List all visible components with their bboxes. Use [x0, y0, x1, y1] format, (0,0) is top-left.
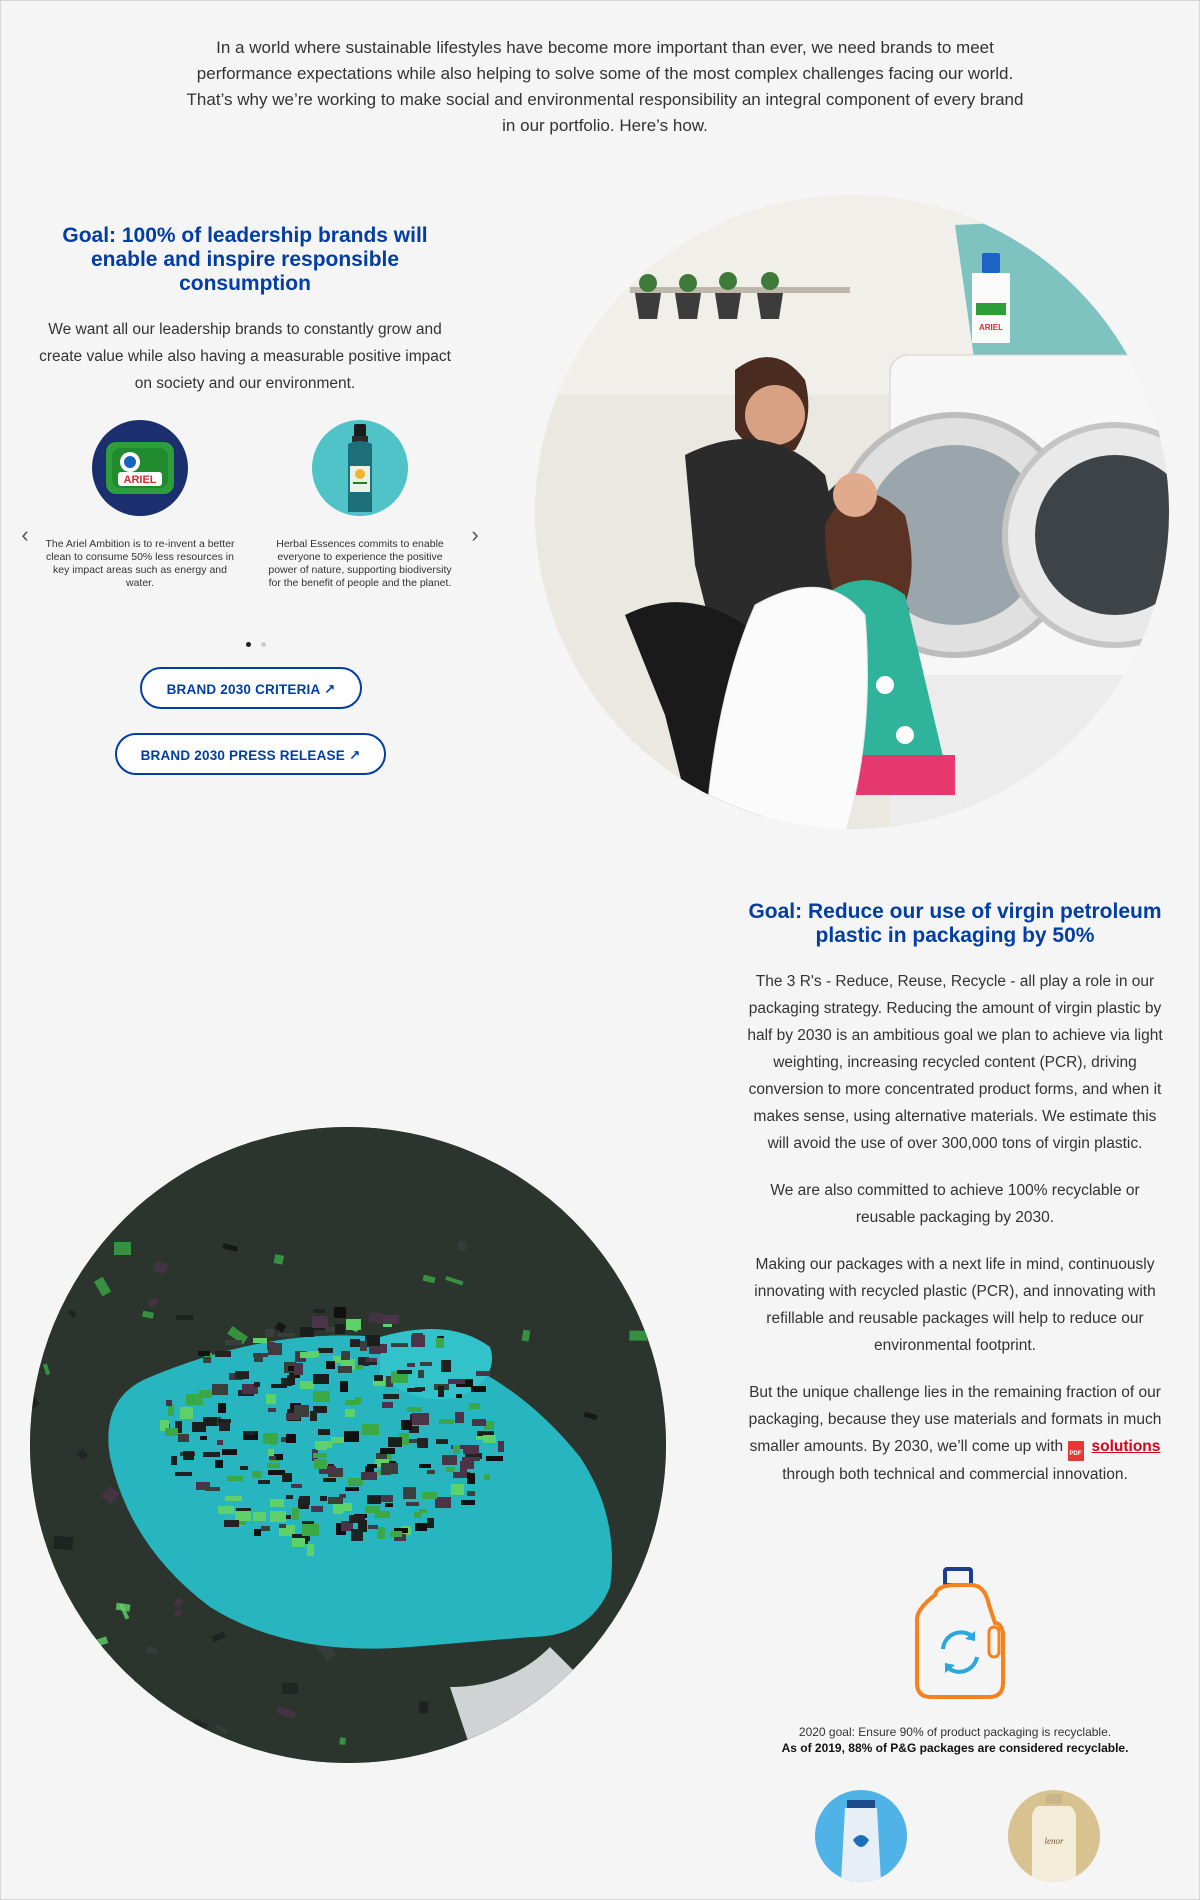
- plastic-flake: [282, 1473, 292, 1482]
- stat-progress-line: As of 2019, 88% of P&G packages are considered recyclable.: [781, 1741, 1129, 1755]
- intro-paragraph: In a world where sustainable lifestyles have become more important than ever, we need brands to meet performance expectations while also helping to solve some of the most complex challenges facing our world. That’s why we’re working to make social and environmental responsibility an integral component of every brand in our portfolio. Here’s how.: [186, 38, 1024, 135]
- plastic-flake: [235, 1371, 249, 1379]
- plastic-flake: [375, 1511, 390, 1518]
- recyclable-bottle-icon: [913, 1567, 1013, 1702]
- plastic-flake: [261, 1526, 270, 1531]
- plastic-flake: [328, 1497, 343, 1504]
- plastic-flake: [419, 1509, 427, 1513]
- plastic-flake: [278, 1333, 295, 1337]
- plastic-flake: [403, 1487, 416, 1499]
- goal2-paragraph-2: We are also committed to achieve 100% recyclable or reusable packaging by 2030.: [770, 1182, 1140, 1226]
- plastic-flake: [420, 1362, 432, 1366]
- goal2-paragraph-4-start: But the unique challenge lies in the remaining fraction of our packaging, because they use materials and formats in much smaller amounts. By 2030, we’ll come up with: [748, 1384, 1162, 1455]
- plastic-flake: [292, 1538, 305, 1547]
- plastic-flake: [203, 1357, 211, 1363]
- carousel-prev-arrow-icon[interactable]: ‹: [21, 522, 29, 547]
- head-shoulders-bottle-image: [815, 1790, 907, 1882]
- plastic-flake: [381, 1463, 398, 1474]
- plastic-flake: [313, 1374, 329, 1384]
- plastic-flake: [356, 1365, 363, 1369]
- plastic-flake: [412, 1413, 429, 1425]
- plastic-flake: [171, 1456, 177, 1465]
- plastic-flake: [467, 1473, 475, 1484]
- plastic-flake: [254, 1382, 260, 1387]
- goal2-paragraph-4-end: through both technical and commercial innovation.: [782, 1466, 1128, 1483]
- plastic-flake: [484, 1474, 490, 1480]
- plastic-flake: [334, 1307, 346, 1318]
- plastic-flake: [362, 1424, 379, 1435]
- plastic-flake: [391, 1343, 408, 1347]
- plastic-flake: [176, 1315, 193, 1320]
- plastic-flake: [314, 1309, 325, 1313]
- goal2-title: Goal: Reduce our use of virgin petroleum plastic in packaging by 50%: [748, 900, 1162, 947]
- carousel-dot-2[interactable]: [261, 642, 266, 647]
- goal2-section: [745, 900, 1165, 1488]
- plastic-flake: [282, 1683, 298, 1694]
- plastic-flake: [341, 1351, 350, 1360]
- plastic-flake: [377, 1527, 385, 1539]
- plastic-flake: [456, 1394, 462, 1398]
- plastic-flake: [268, 1408, 276, 1412]
- plastic-flake: [300, 1327, 314, 1337]
- plastic-flake: [178, 1434, 189, 1442]
- laundry-photo: [535, 195, 1169, 829]
- goal1-body: We want all our leadership brands to constantly grow and create value while also having a measurable positive impact on society and our environment.: [39, 321, 451, 392]
- plastic-flake: [350, 1339, 360, 1347]
- plastic-flake: [267, 1463, 280, 1468]
- plastic-flake: [287, 1375, 295, 1385]
- plastic-flake: [166, 1400, 172, 1406]
- plastic-flake: [367, 1495, 381, 1504]
- plastic-flake: [258, 1480, 270, 1484]
- plastic-flake: [427, 1470, 435, 1474]
- plastic-flake: [461, 1500, 475, 1505]
- plastic-flake: [476, 1371, 490, 1376]
- plastic-flake: [313, 1391, 330, 1402]
- goal2-paragraph-4: [745, 1379, 1165, 1488]
- plastic-flake: [335, 1324, 345, 1334]
- plastic-flake: [418, 1370, 424, 1378]
- plastic-flake: [291, 1484, 302, 1488]
- goal2-paragraph-1: The 3 R's - Reduce, Reuse, Recycle - all play a role in our packaging strategy. Reducing the amount of virgin plastic by half by 2030 is an ambitious goal we plan to achieve via light weighting, increasing recycled content (PCR), driving conversion to more concentrated product forms, and when it makes sense, using alternative materials. We estimate this will avoid the use of over 300,000 tons of virgin plastic.: [747, 973, 1163, 1152]
- plastic-flake: [254, 1354, 263, 1362]
- herbal-essences-bottle-image: [312, 420, 408, 516]
- plastic-flake: [346, 1319, 361, 1330]
- lenor-bottle-image: [1008, 1790, 1100, 1882]
- plastic-flake: [312, 1316, 328, 1328]
- plastic-flake: [388, 1437, 402, 1447]
- plastic-flake: [331, 1437, 344, 1443]
- plastic-flake: [344, 1431, 359, 1442]
- carousel-next-arrow-icon[interactable]: ›: [471, 522, 479, 547]
- plastic-flake: [288, 1366, 294, 1371]
- plastic-flake: [339, 1737, 346, 1744]
- goal1-title: Goal: 100% of leadership brands will enable and inspire responsible consumption: [62, 224, 428, 295]
- plastic-flake: [183, 1451, 194, 1460]
- plastic-flake: [294, 1363, 303, 1375]
- slide-caption-ariel: The Ariel Ambition is to re-invent a better clean to consume 50% less resources in key impact areas such as energy and water.: [45, 538, 235, 589]
- plastic-flake: [218, 1506, 234, 1514]
- slide-caption-herbal-essences: Herbal Essences commits to enable everyone to experience the positive power of nature, supporting biodiversity for the benefit of people and the planet.: [268, 538, 452, 589]
- goal1-section: [30, 224, 460, 397]
- plastic-flake: [53, 1536, 73, 1551]
- plastic-flake: [318, 1429, 330, 1435]
- plastic-flake: [274, 1254, 285, 1265]
- plastic-flake: [218, 1403, 226, 1413]
- plastic-flake: [438, 1386, 444, 1397]
- ariel-pod-image: [92, 420, 188, 516]
- goal2-paragraph-3: Making our packages with a next life in mind, continuously innovating with recycled plastic (PCR), and innovating with refillable and reusable packages will help to reduce our environmental footprint.: [754, 1256, 1156, 1354]
- plastic-flake: [212, 1384, 228, 1395]
- plastic-flake: [224, 1520, 239, 1527]
- plastic-flake: [225, 1496, 242, 1501]
- plastic-flake: [446, 1467, 455, 1472]
- plastic-flake: [266, 1394, 276, 1404]
- plastic-flake: [318, 1348, 333, 1353]
- plastic-flake: [374, 1375, 383, 1381]
- plastic-flake: [448, 1379, 465, 1384]
- plastic-flake: [311, 1506, 323, 1512]
- plastic-flake: [407, 1363, 415, 1367]
- plastic-flake: [367, 1464, 377, 1468]
- plastic-flake: [369, 1346, 381, 1354]
- plastic-flake: [483, 1435, 496, 1443]
- plastic-flake: [453, 1445, 460, 1454]
- ariel-badge-text: ARIEL: [123, 474, 157, 486]
- plastic-flake: [407, 1407, 422, 1412]
- plastic-flake: [419, 1464, 431, 1468]
- plastic-flake: [313, 1453, 327, 1458]
- plastic-flake: [380, 1448, 395, 1454]
- plastic-flake: [269, 1456, 276, 1460]
- plastic-flake: [310, 1411, 317, 1421]
- plastic-flake: [455, 1412, 464, 1423]
- plastic-flake: [368, 1312, 383, 1324]
- plastic-flake: [385, 1503, 393, 1507]
- plastic-flake: [279, 1524, 286, 1528]
- plastic-flake: [383, 1394, 399, 1399]
- plastic-flake: [217, 1440, 223, 1445]
- plastic-flake: [415, 1523, 427, 1531]
- plastic-flake: [351, 1529, 363, 1541]
- plastic-flake: [366, 1358, 377, 1362]
- plastic-flake: [467, 1491, 475, 1496]
- plastic-flake: [219, 1422, 230, 1431]
- plastic-flake: [419, 1701, 429, 1713]
- plastic-flake: [265, 1329, 274, 1337]
- plastic-flake: [253, 1512, 266, 1521]
- plastic-flake: [205, 1487, 220, 1491]
- plastic-flake: [348, 1478, 363, 1486]
- plastic-flake: [270, 1511, 286, 1522]
- plastic-flake: [235, 1511, 251, 1521]
- plastic-flake: [292, 1508, 299, 1520]
- carousel-dot-1[interactable]: [246, 642, 251, 647]
- plastic-flake: [422, 1492, 437, 1499]
- plastic-flake: [451, 1484, 464, 1495]
- plastic-flake: [411, 1335, 425, 1347]
- carousel-dots: [241, 634, 271, 652]
- plastic-flake: [382, 1402, 393, 1408]
- plastic-flake: [215, 1351, 231, 1357]
- plastic-flake: [435, 1497, 451, 1508]
- plastic-flake: [380, 1344, 387, 1353]
- plastic-flake: [302, 1524, 319, 1536]
- plastic-flake: [253, 1338, 267, 1343]
- plastic-flake: [299, 1496, 310, 1505]
- plastic-flake: [286, 1434, 296, 1443]
- plastic-flake: [472, 1419, 486, 1426]
- plastic-flake: [338, 1366, 352, 1373]
- plastic-flake: [443, 1455, 450, 1459]
- brand-2030-criteria-button[interactable]: BRAND 2030 CRITERIA ↗: [140, 667, 362, 709]
- pdf-icon: PDF: [1068, 1441, 1084, 1461]
- plastic-flake: [215, 1460, 223, 1468]
- plastic-flake: [439, 1419, 454, 1424]
- plastic-flake: [199, 1390, 212, 1398]
- plastic-flake: [268, 1449, 274, 1457]
- plastic-flake: [225, 1340, 242, 1345]
- plastic-flake: [383, 1315, 399, 1324]
- plastic-flake: [175, 1472, 192, 1476]
- plastic-flake: [458, 1241, 466, 1250]
- carousel-slide-herbal-essences[interactable]: [260, 420, 460, 590]
- plastic-flake: [180, 1407, 193, 1419]
- plastic-flake: [320, 1496, 327, 1501]
- plastic-flake: [436, 1439, 448, 1444]
- plastic-flake: [397, 1370, 412, 1374]
- plastic-flake: [360, 1341, 367, 1351]
- plastic-flake: [267, 1342, 275, 1350]
- plastic-flake: [441, 1360, 451, 1372]
- plastic-flake: [316, 1444, 327, 1450]
- plastic-flake: [629, 1330, 647, 1340]
- plastic-flake: [471, 1386, 486, 1392]
- plastic-flake: [368, 1525, 378, 1529]
- plastic-flake: [323, 1478, 336, 1482]
- plastic-flake: [114, 1242, 131, 1255]
- plastic-flake: [406, 1502, 419, 1506]
- plastic-flake: [355, 1397, 361, 1403]
- plastic-flake: [390, 1531, 402, 1537]
- plastic-flake: [300, 1352, 315, 1358]
- plastic-flake: [326, 1361, 335, 1369]
- plastic-flake: [486, 1456, 503, 1461]
- plastic-flake: [263, 1433, 278, 1444]
- plastic-flake: [462, 1457, 474, 1469]
- plastic-flake: [165, 1428, 178, 1436]
- plastic-flake: [246, 1431, 255, 1435]
- plastic-flake: [307, 1544, 314, 1556]
- brand-carousel: [15, 420, 485, 650]
- plastic-flake: [427, 1518, 434, 1528]
- plastic-flake: [469, 1403, 480, 1409]
- recycled-plastic-photo: [30, 1127, 666, 1763]
- plastic-flake: [340, 1381, 348, 1392]
- ariel-bottle-label: ARIEL: [979, 323, 1003, 332]
- plastic-flake: [463, 1445, 479, 1454]
- plastic-flake: [192, 1422, 206, 1432]
- plastic-flake: [203, 1452, 220, 1457]
- plastic-flake: [222, 1449, 237, 1455]
- plastic-flake: [286, 1495, 293, 1499]
- plastic-flake: [436, 1338, 444, 1348]
- plastic-flake: [365, 1335, 380, 1347]
- plastic-flake: [417, 1438, 428, 1448]
- solutions-link[interactable]: solutions: [1091, 1438, 1161, 1455]
- plastic-flake: [254, 1529, 261, 1536]
- plastic-flake: [300, 1381, 314, 1389]
- plastic-flake: [294, 1405, 309, 1417]
- plastic-flake: [345, 1409, 355, 1417]
- plastic-flake: [270, 1499, 284, 1507]
- plastic-flake: [314, 1459, 327, 1469]
- plastic-flake: [343, 1503, 352, 1511]
- carousel-slide-ariel[interactable]: [40, 420, 240, 590]
- plastic-flake: [198, 1351, 210, 1356]
- plastic-flake: [200, 1436, 207, 1440]
- plastic-flake: [498, 1441, 504, 1452]
- recyclable-stat: [745, 1724, 1165, 1756]
- plastic-flake: [227, 1476, 243, 1481]
- brand-2030-press-release-button[interactable]: BRAND 2030 PRESS RELEASE ↗: [115, 733, 386, 775]
- plastic-flake: [407, 1388, 422, 1392]
- plastic-flake: [361, 1472, 377, 1480]
- stat-goal-line: 2020 goal: Ensure 90% of product packaging is recyclable.: [798, 1725, 1112, 1739]
- plastic-flake: [345, 1487, 359, 1491]
- plastic-flake: [252, 1471, 261, 1478]
- lenor-label: lenor: [1044, 1836, 1064, 1846]
- plastic-flake: [271, 1384, 287, 1388]
- plastic-flake: [240, 1466, 248, 1470]
